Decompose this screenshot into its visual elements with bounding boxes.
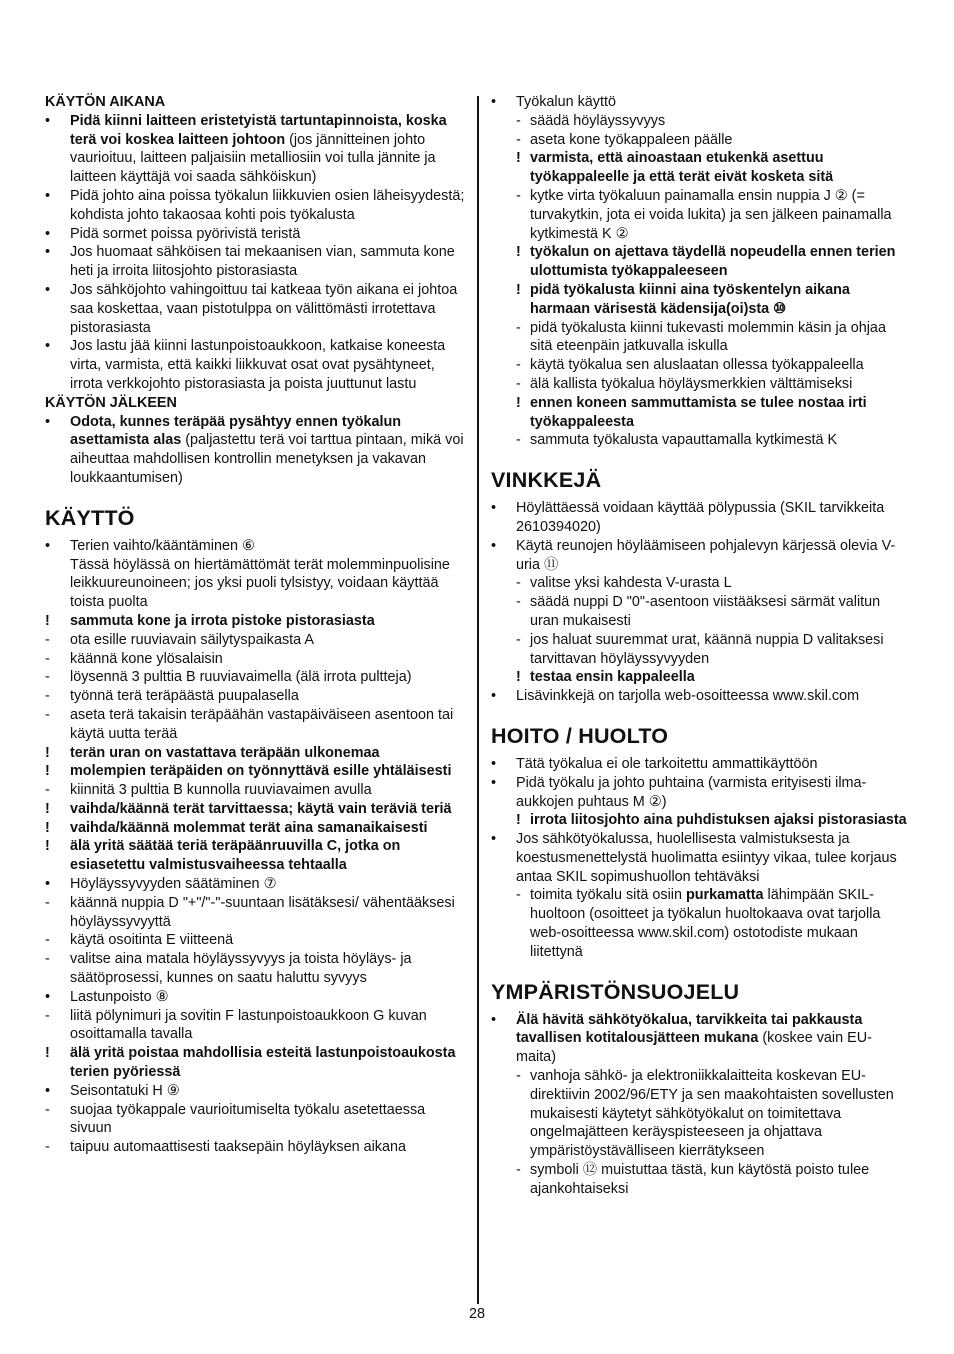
warning-item [45, 819, 465, 838]
item-text: Tätä työkalua ei ole tarkoitettu ammattikäyttöön [516, 755, 818, 772]
item-text: suojaa työkappale vaurioitumiselta työkalu asetettaessa sivuun [70, 1101, 426, 1137]
warning-item [516, 811, 911, 830]
dash-item [516, 1161, 911, 1199]
bullet-item [491, 774, 911, 812]
dash-marker: - [45, 782, 50, 799]
dash-item [516, 375, 911, 394]
bullet-marker: • [45, 1082, 51, 1099]
item-text: Tässä höylässä on hiertämättömät terät molemminpuolisine leikkuureunoineen; jos yksi puoli tylsistyy, voidaan käyttää toista puolta [70, 556, 450, 611]
item-text: Pidä työkalu ja johto puhtaina (varmista erityisesti ilma- aukkojen puhtaus M ②) [516, 774, 867, 810]
page-number: 28 [468, 1306, 485, 1322]
bullet-item [45, 112, 465, 187]
warning-marker: ! [516, 244, 521, 261]
bullet-marker: • [45, 876, 51, 893]
item-text: Seisontatuki H ⑨ [70, 1082, 180, 1099]
bullet-item [45, 187, 465, 225]
warning-marker: ! [516, 281, 521, 298]
item-text: älä yritä poistaa mahdollisia esteitä lastunpoistoaukosta terien pyöriessä [70, 1045, 456, 1081]
bullet-marker: • [491, 94, 497, 110]
dash-marker: - [516, 131, 521, 148]
item-text: toimita työkalu sitä osiin [530, 887, 686, 904]
item-text: sammuta kone ja irrota pistoke pistorasiasta [70, 612, 375, 629]
dash-marker: - [516, 319, 521, 336]
warning-item [516, 243, 911, 281]
item-text: vanhoja sähkö- ja elektroniikkalaitteita koskevan EU-direktiivin 2002/96/ETY ja sen maakohtaisten sovellusten mukaisesti käytetyt sähkötyökalut on toimitettava ongelmajätteen keräyspisteeseen ja ohjattava ympäristöystävälliseen kierrätykseen [530, 1068, 894, 1160]
dash-marker: - [45, 932, 50, 949]
subsection-heading: KÄYTÖN JÄLKEEN [45, 394, 177, 411]
dash-item [45, 706, 465, 744]
item-text: löysennä 3 pulttia B ruuviavaimella (älä irrota pultteja) [70, 669, 412, 686]
item-text: sammuta työkalusta vapauttamalla kytkimestä K [530, 432, 838, 449]
dash-marker: - [516, 594, 521, 611]
item-text: Pidä johto aina poissa työkalun liikkuvien osien läheisyydestä; kohdista johto takaosaa kohti pois työkalusta [70, 187, 465, 223]
warning-marker: ! [45, 763, 50, 780]
bullet-marker: • [45, 338, 51, 355]
dash-item [516, 187, 911, 243]
warning-item [516, 668, 911, 687]
item-text: käännä kone ylösalaisin [70, 650, 223, 667]
bullet-marker: • [491, 1011, 497, 1028]
bullet-marker: • [45, 187, 51, 204]
warning-marker: ! [45, 800, 50, 817]
item-text: aseta kone työkappaleen päälle [530, 131, 733, 148]
dash-marker: - [45, 706, 50, 723]
dash-marker: - [516, 631, 521, 648]
dash-item [516, 112, 911, 131]
dash-marker: - [45, 894, 50, 911]
bullet-item [491, 499, 911, 537]
dash-item [516, 886, 911, 961]
emphasis-text: Odota, kunnes teräpää pysähtyy ennen työkalun asettamista alas [70, 413, 402, 449]
item-text: työkalun on ajettava täydellä nopeudella ennen terien ulottumista työkappaleeseen [530, 244, 896, 280]
item-text: käännä nuppia D "+"/"-"-suuntaan lisätäksesi/ vähentääksesi höyläyssyvyyttä [70, 894, 455, 930]
bullet-marker: • [491, 774, 497, 791]
item-text: pidä työkalusta kiinni tukevasti molemmin käsin ja ohjaa sitä eteenpäin jatkuvalla iskulla [530, 319, 886, 355]
item-text: Jos lastu jää kiinni lastunpoistoaukkoon, katkaise koneesta virta, varmista, että kaikki liikkuvat osat ovat pysähtyneet, irrota verkkojohto pistorasiasta ja poista juuttunut lastu [70, 338, 446, 392]
item-text: kytke virta työkaluun painamalla ensin nuppia J ② (= turvakytkin, jota ei voida lukita) ja sen jälkeen painamalla kytkimestä K ② [530, 187, 892, 242]
item-text: irrota liitosjohto aina puhdistuksen ajaksi pistorasiasta [530, 812, 907, 829]
section-heading: HOITO / HUOLTO [491, 723, 669, 748]
warning-marker: ! [45, 819, 50, 836]
warning-item [45, 744, 465, 763]
warning-item [45, 612, 465, 631]
dash-marker: - [45, 1007, 50, 1024]
dash-marker: - [45, 951, 50, 968]
emphasis-text: Pidä kiinni laitteen eristetyistä tartuntapinnoista, koska terä voi koskea laitteen johtoon [70, 112, 447, 148]
item-text: symboli ⑫ muistuttaa tästä, kun käytöstä poisto tulee ajankohtaiseksi [530, 1162, 870, 1197]
dash-item [45, 1101, 465, 1139]
bullet-item [491, 93, 911, 112]
item-text: terän uran on vastattava teräpään ulkonemaa [70, 744, 380, 761]
dash-item [516, 319, 911, 357]
bullet-marker: • [491, 537, 497, 554]
dash-item [516, 431, 911, 450]
dash-marker: - [516, 432, 521, 449]
dash-marker: - [516, 187, 521, 204]
dash-marker: - [516, 887, 521, 904]
warning-item [45, 837, 465, 875]
bullet-marker: • [45, 537, 51, 554]
bullet-item [491, 687, 911, 706]
warning-item [45, 800, 465, 819]
item-text: (paljastettu terä voi tarttua pintaan, mikä voi aiheuttaa mahdollisen kontrollin menetyksen ja vakavan loukkaantumisen) [70, 432, 464, 486]
warning-item [516, 281, 911, 319]
item-text: Lastunpoisto ⑧ [70, 988, 169, 1005]
item-text: kiinnitä 3 pulttia B kunnolla ruuviavaimen avulla [70, 782, 372, 799]
bullet-item [45, 281, 465, 337]
item-text: Jos sähköjohto vahingoittuu tai katkeaa työn aikana ei johtoa saa koskettaa, vaan pistotulppa on välittömästi irrotettava pistorasiasta [70, 281, 458, 336]
dash-item [45, 668, 465, 687]
bullet-item [45, 337, 465, 393]
warning-marker: ! [516, 394, 521, 411]
bullet-marker: • [45, 225, 51, 242]
dash-item [516, 593, 911, 631]
item-text: Pidä sormet poissa pyörivistä teristä [70, 225, 301, 242]
item-text: Jos huomaat sähköisen tai mekaanisen vian, sammuta kone heti ja irroita liitosjohto pistorasiasta [70, 244, 455, 280]
bullet-item [491, 830, 911, 886]
item-text: älä yritä säätää teriä teräpäänruuvilla C, jotka on esiasetettu valmistusvaiheessa tehtaalla [70, 838, 401, 874]
item-text: vaihda/käännä molemmat terät aina samanaikaisesti [70, 819, 428, 836]
item-text: (jos jännitteinen johto vaurioituu, laitteen paljaisiin metalliosiin voi tulla jännite ja laitteen käyttäjä voi saada sähköiskun) [70, 131, 436, 186]
dash-item [45, 631, 465, 650]
item-text: molempien teräpäiden on työnnyttävä esille yhtäläisesti [70, 763, 452, 780]
dash-marker: - [45, 688, 50, 705]
dash-marker: - [516, 1162, 521, 1179]
bullet-marker: • [491, 688, 497, 705]
item-text: Höylättäessä voidaan käyttää pölypussia (SKIL tarvikkeita 2610394020) [516, 500, 885, 535]
warning-marker: ! [516, 669, 521, 686]
item-text: pidä työkalusta kiinni aina työskentelyn aikana harmaan värisestä kädensija(oi)sta ⑩ [530, 281, 850, 317]
bullet-item [45, 875, 465, 894]
bullet-marker: • [45, 413, 51, 430]
item-text: valitse yksi kahdesta V-urasta L [530, 575, 732, 592]
item-text: lähimpään SKIL-huoltoon (osoitteet ja työkalun huoltokaava ovat tarjolla web-osoitteessa www.skil.com) ostotodiste mukaan liitettynä [530, 887, 881, 960]
dash-item [516, 631, 911, 669]
item-text: Jos sähkötyökalussa, huolellisesta valmistuksesta ja koestusmenettelystä huolimatta esiintyy vikaa, tulee korjaus antaa SKIL sopimushuollon tehtäväksi [516, 831, 897, 885]
bullet-marker: • [45, 988, 51, 1005]
dash-marker: - [45, 650, 50, 667]
item-text: Terien vaihto/kääntäminen ⑥ [70, 537, 255, 554]
warning-item [45, 1044, 465, 1082]
bullet-item [45, 413, 465, 488]
section-heading: KÄYTTÖ [45, 505, 135, 530]
dash-item [45, 931, 465, 950]
dash-marker: - [516, 112, 521, 129]
item-text: käytä työkalua sen aluslaatan ollessa työkappaleella [530, 357, 864, 374]
item-text: vaihda/käännä terät tarvittaessa; käytä vain teräviä teriä [70, 800, 452, 817]
emphasis-text: Älä hävitä sähkötyökalua, tarvikkeita tai pakkausta tavallisen kotitalousjätteen mukana [516, 1011, 863, 1047]
dash-item [45, 781, 465, 800]
warning-marker: ! [45, 744, 50, 761]
item-text: Käytä reunojen höyläämiseen pohjalevyn kärjessä olevia V-uria ⑪ [516, 537, 896, 573]
section-heading: VINKKEJÄ [491, 468, 602, 493]
item-text: säädä höyläyssyvyys [530, 112, 666, 129]
item-text: älä kallista työkalua höyläysmerkkien välttämiseksi [530, 375, 853, 392]
item-text: (koskee vain EU-maita) [516, 1030, 872, 1066]
dash-item [516, 574, 911, 593]
dash-item [45, 894, 465, 932]
right-column [491, 93, 911, 1199]
bullet-marker: • [45, 281, 51, 298]
emphasis-text: purkamatta [685, 887, 764, 904]
bullet-marker: • [491, 755, 497, 772]
dash-marker: - [516, 575, 521, 592]
dash-item [516, 356, 911, 375]
item-text: Höyläyssyvyyden säätäminen ⑦ [70, 876, 277, 893]
bullet-marker: • [45, 112, 51, 129]
item-text: säädä nuppi D "0"-asentoon viistääksesi särmät valitun uran mukaisesti [530, 594, 881, 629]
dash-item [45, 650, 465, 669]
item-text: jos haluat suuremmat urat, käännä nuppia D valitaksesi tarvittavan höyläyssyvyyden [530, 631, 884, 667]
warning-marker: ! [45, 838, 50, 855]
item-text: Työkalun käyttö [516, 94, 616, 110]
bullet-item [45, 243, 465, 281]
bullet-item [491, 755, 911, 774]
warning-item [45, 762, 465, 781]
item-text: käytä osoitinta E viitteenä [70, 932, 234, 949]
dash-marker: - [516, 1068, 521, 1085]
bullet-item [45, 1082, 465, 1101]
subsection-heading: KÄYTÖN AIKANA [45, 94, 166, 110]
item-text: varmista, että ainoastaan etukenkä asettuu työkappaleelle ja että terät eivät kosketa sitä [530, 150, 834, 186]
bullet-marker: • [491, 831, 497, 848]
dash-marker: - [45, 1101, 50, 1118]
paragraph [45, 556, 465, 612]
item-text: työnnä terä teräpäästä puupalasella [70, 688, 299, 705]
bullet-item [45, 225, 465, 244]
dash-item [45, 1007, 465, 1045]
warning-marker: ! [516, 150, 521, 167]
item-text: testaa ensin kappaleella [530, 669, 695, 686]
bullet-item [491, 1011, 911, 1067]
dash-item [45, 950, 465, 988]
item-text: ota esille ruuviavain säilytyspaikasta A [70, 631, 314, 648]
warning-marker: ! [45, 1045, 50, 1062]
dash-item [516, 131, 911, 150]
column-divider [477, 96, 479, 1304]
dash-marker: - [45, 669, 50, 686]
dash-item [516, 1067, 911, 1161]
item-text: valitse aina matala höyläyssyvyys ja toista höyläys- ja säätöprosessi, kunnes on saatu haluttu syvyys [70, 951, 412, 987]
dash-item [45, 1138, 465, 1157]
dash-item [45, 687, 465, 706]
warning-item [516, 394, 911, 432]
bullet-marker: • [45, 244, 51, 261]
item-text: liitä pölynimuri ja sovitin F lastunpoistoaukkoon G kuvan osoittamalla tavalla [70, 1007, 427, 1043]
left-column [45, 93, 465, 1157]
bullet-item [45, 537, 465, 556]
bullet-item [491, 537, 911, 575]
item-text: Lisävinkkejä on tarjolla web-osoitteessa www.skil.com [516, 688, 860, 705]
item-text: aseta terä takaisin teräpäähän vastapäiväiseen asentoon tai käytä uutta terää [70, 706, 454, 742]
warning-item [516, 149, 911, 187]
dash-marker: - [45, 1139, 50, 1156]
bullet-item [45, 988, 465, 1007]
item-text: ennen koneen sammuttamista se tulee nostaa irti työkappaleesta [530, 394, 867, 430]
bullet-marker: • [491, 500, 497, 517]
dash-marker: - [516, 357, 521, 374]
item-text: taipuu automaattisesti taaksepäin höyläyksen aikana [70, 1139, 406, 1156]
dash-marker: - [45, 631, 50, 648]
warning-marker: ! [516, 812, 521, 829]
section-heading: YMPÄRISTÖNSUOJELU [491, 979, 740, 1004]
dash-marker: - [516, 375, 521, 392]
warning-marker: ! [45, 612, 50, 629]
